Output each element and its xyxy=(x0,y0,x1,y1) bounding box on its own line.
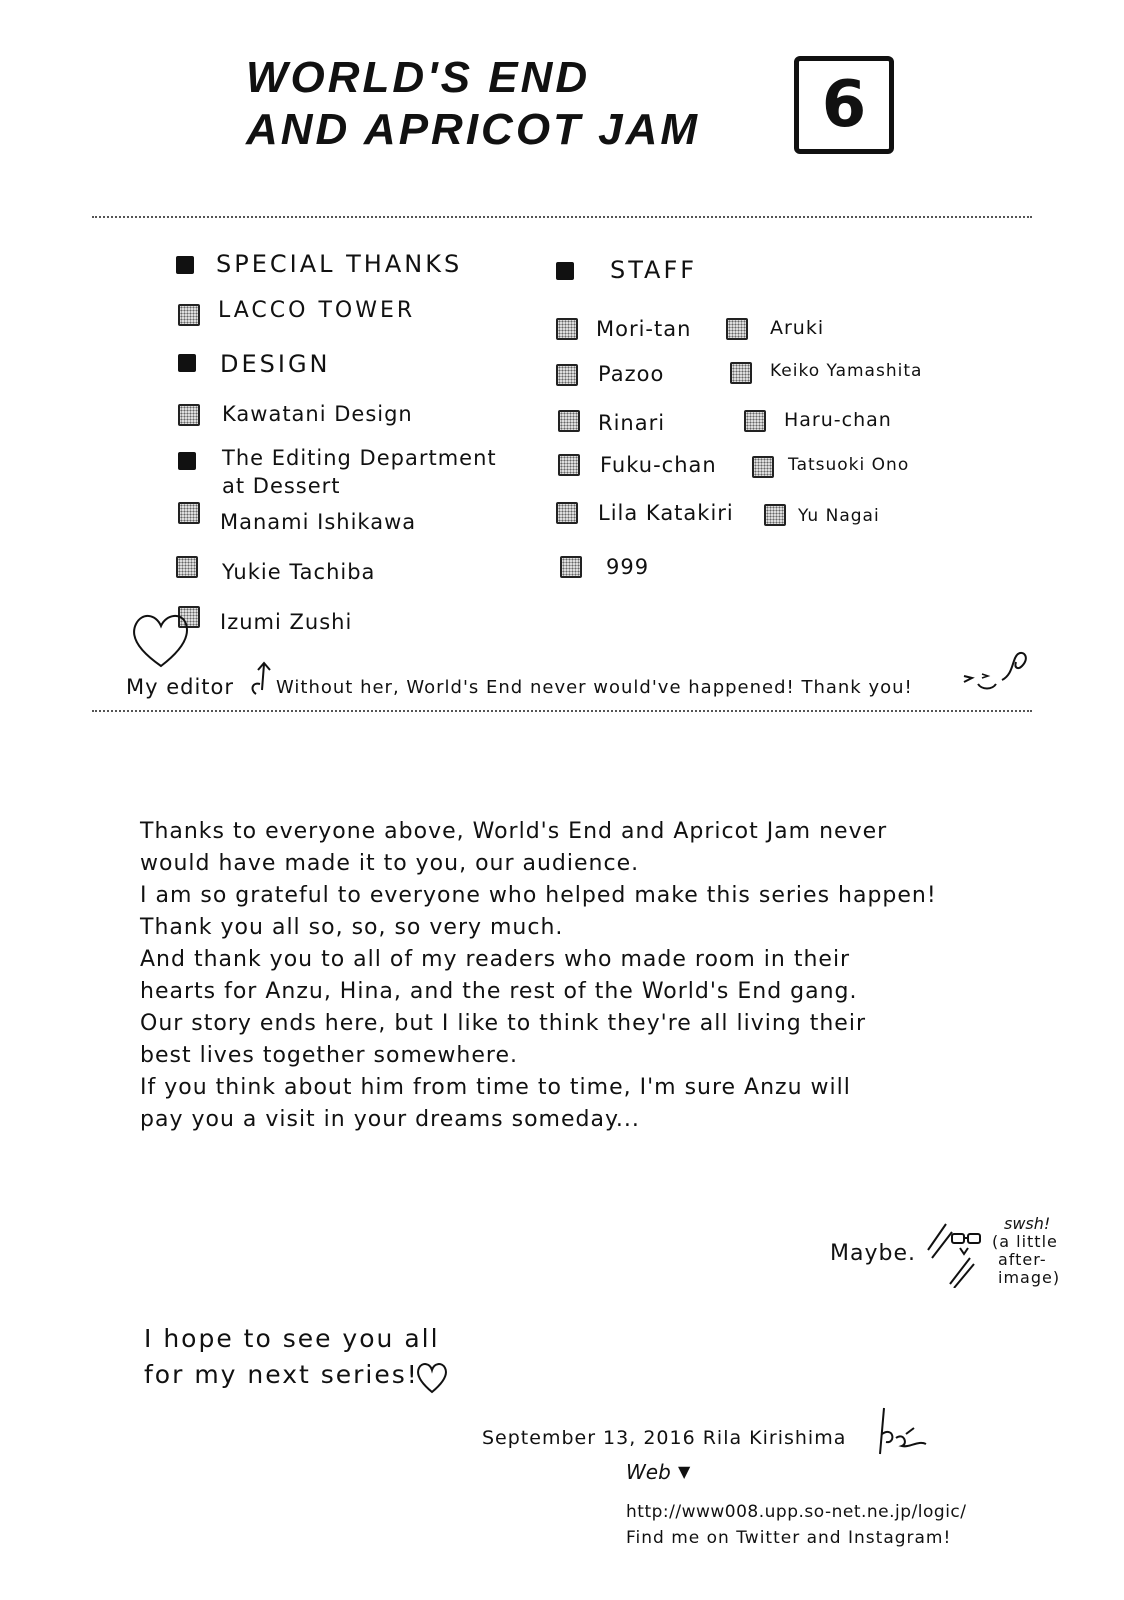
message-line: hearts for Anzu, Hina, and the rest of the World's End gang. xyxy=(140,979,858,1004)
yukie-label: Yukie Tachiba xyxy=(222,560,376,584)
volume-number: 6 xyxy=(821,68,867,142)
glasses-afterimage-icon xyxy=(924,1218,986,1288)
kawatani-checkbox-icon xyxy=(178,404,200,426)
message-line: pay you a visit in your dreams someday... xyxy=(140,1107,640,1132)
editor-label: My editor xyxy=(126,675,235,699)
staff-checkbox-icon xyxy=(744,410,766,432)
staff-checkbox-icon xyxy=(726,318,748,340)
message-line: And thank you to all of my readers who made room in their xyxy=(140,947,851,972)
staff-heading: STAFF xyxy=(610,256,698,284)
editing-bullet-icon xyxy=(178,452,196,470)
special-thanks-bullet-icon xyxy=(176,256,194,274)
staff-name: Aruki xyxy=(770,317,825,339)
swsh-text: swsh! xyxy=(1004,1214,1051,1233)
heart-doodle-icon xyxy=(128,606,194,670)
staff-name: Pazoo xyxy=(598,362,665,386)
website-url[interactable]: http://www008.upp.so-net.ne.jp/logic/ xyxy=(626,1502,967,1522)
staff-checkbox-icon xyxy=(752,456,774,478)
special-thanks-heading: SPECIAL THANKS xyxy=(216,250,463,278)
date-and-author: September 13, 2016 Rila Kirishima xyxy=(482,1427,847,1449)
staff-name: 999 xyxy=(606,555,650,579)
staff-bullet-icon xyxy=(556,262,574,280)
message-line: Our story ends here, but I like to think they're all living their xyxy=(140,1011,866,1036)
heart-icon xyxy=(414,1360,450,1394)
staff-name: Lila Katakiri xyxy=(598,501,734,525)
top-divider xyxy=(92,216,1032,218)
staff-name: Rinari xyxy=(598,411,666,435)
design-heading: DESIGN xyxy=(220,350,331,378)
afterimage-note-line: image) xyxy=(998,1268,1061,1287)
message-line: Thank you all so, so, so very much. xyxy=(140,915,564,940)
maybe-text: Maybe. xyxy=(830,1241,916,1266)
editing-line-2: at Dessert xyxy=(222,474,341,498)
arrow-up-icon xyxy=(248,660,274,696)
staff-name: Tatsuoki Ono xyxy=(788,455,910,475)
staff-checkbox-icon xyxy=(556,502,578,524)
message-line: best lives together somewhere. xyxy=(140,1043,518,1068)
lacco-tower-label: LACCO TOWER xyxy=(218,298,416,323)
kawatani-label: Kawatani Design xyxy=(222,402,413,426)
social-text: Find me on Twitter and Instagram! xyxy=(626,1528,952,1548)
staff-name: Keiko Yamashita xyxy=(770,361,923,381)
afterimage-note-line: after- xyxy=(998,1250,1047,1269)
title-line-1: WORLD'S END xyxy=(246,53,591,102)
message-line: If you think about him from time to time, I'm sure Anzu will xyxy=(140,1075,851,1100)
staff-checkbox-icon xyxy=(556,364,578,386)
staff-checkbox-icon xyxy=(558,410,580,432)
staff-checkbox-icon xyxy=(730,362,752,384)
staff-checkbox-icon xyxy=(558,454,580,476)
staff-name: Fuku-chan xyxy=(600,453,717,477)
lacco-tower-checkbox-icon xyxy=(178,304,200,326)
editing-line-1: The Editing Department xyxy=(222,446,497,470)
staff-checkbox-icon xyxy=(560,556,582,578)
yukie-checkbox-icon xyxy=(176,556,198,578)
izumi-label: Izumi Zushi xyxy=(220,610,353,634)
staff-checkbox-icon xyxy=(764,504,786,526)
closing-line-1: I hope to see you all xyxy=(144,1324,440,1353)
bottom-divider xyxy=(92,710,1032,712)
message-line: Thanks to everyone above, World's End and Apricot Jam never xyxy=(140,819,888,844)
staff-name: Mori-tan xyxy=(596,317,692,341)
signature-scribble-icon xyxy=(874,1404,930,1458)
staff-name: Haru-chan xyxy=(784,409,892,431)
heart-bullet-icon: ▼ xyxy=(678,1462,691,1481)
manami-checkbox-icon xyxy=(178,502,200,524)
manami-label: Manami Ishikawa xyxy=(220,510,417,534)
message-line: would have made it to you, our audience. xyxy=(140,851,640,876)
editor-note-text: Without her, World's End never would've happened! Thank you! xyxy=(276,677,913,698)
design-bullet-icon xyxy=(178,354,196,372)
staff-checkbox-icon xyxy=(556,318,578,340)
afterimage-note-line: (a little xyxy=(992,1232,1058,1251)
volume-badge xyxy=(794,56,894,154)
message-line: I am so grateful to everyone who helped make this series happen! xyxy=(140,883,937,908)
title-line-2: AND APRICOT JAM xyxy=(246,105,701,154)
staff-name: Yu Nagai xyxy=(798,506,880,526)
face-doodle-icon xyxy=(958,644,1030,700)
web-label: Web xyxy=(626,1460,671,1484)
closing-line-2: for my next series! xyxy=(144,1360,419,1389)
